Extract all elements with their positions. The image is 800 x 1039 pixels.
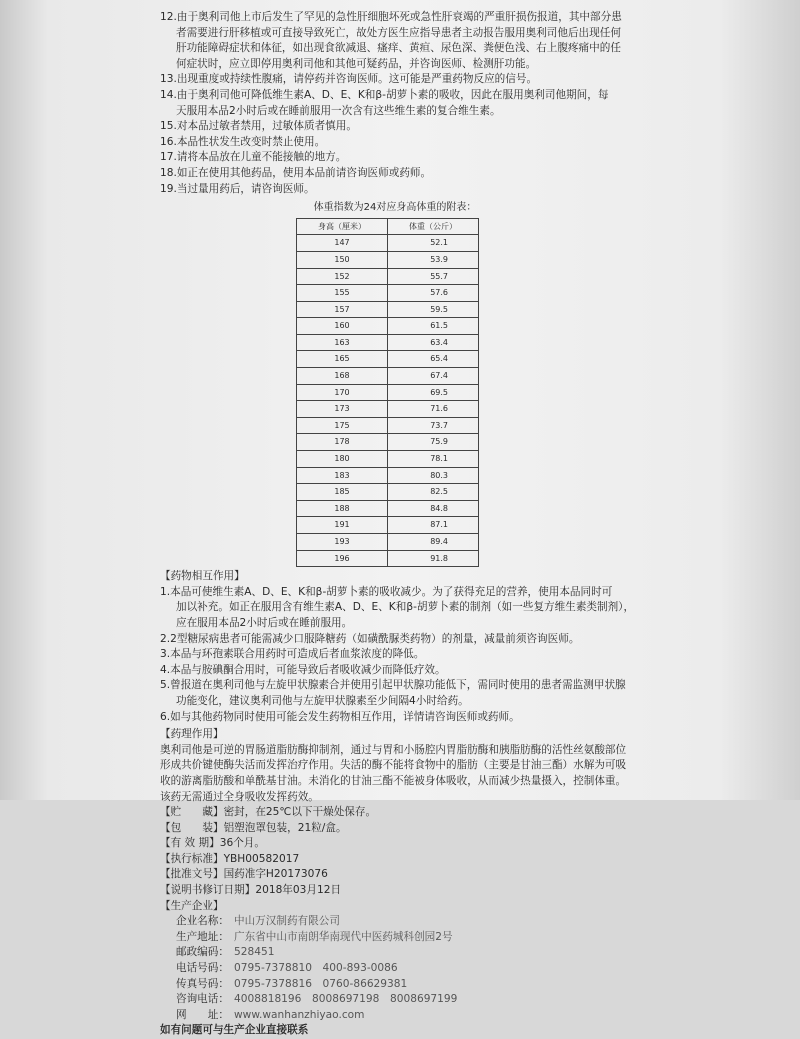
company-row	[176, 930, 630, 946]
table-row	[297, 318, 479, 335]
table-title: 体重指数为24对应身高体重的附表：	[313, 202, 477, 214]
interactions-heading: 【药物相互作用】	[160, 570, 245, 583]
weight-cell: 57.6	[388, 285, 479, 302]
pharmacology-line: 收的游离脂肪酸和单酰基甘油。未消化的甘油三酯不能被身体吸收，从而减少热量摄入，控制体重。	[160, 774, 627, 787]
weight-cell: 65.4	[388, 351, 479, 368]
info-value: 密封，在25℃以下干燥处保存。	[223, 806, 377, 819]
company-info	[160, 914, 630, 1023]
info-row	[160, 899, 630, 915]
height-cell: 170	[297, 384, 388, 401]
table-row	[297, 467, 479, 484]
height-cell: 163	[297, 334, 388, 351]
info-label: 【批准文号】	[160, 868, 224, 881]
info-row	[160, 867, 630, 883]
table-row	[297, 434, 479, 451]
weight-cell: 87.1	[388, 517, 479, 534]
caution-line: 肝功能障碍症状和体征，如出现食欲减退、瘙痒、黄疸、尿色深、粪便色浅、右上腹疼痛中的任	[176, 42, 621, 55]
table-row	[297, 384, 479, 401]
interaction-line: 功能变化，建议奥利司他与左旋甲状腺素至少间隔4小时给药。	[176, 694, 469, 707]
height-cell: 183	[297, 467, 388, 484]
leaflet-column	[160, 10, 635, 1039]
weight-cell: 69.5	[388, 384, 479, 401]
weight-cell: 78.1	[388, 451, 479, 468]
caution-line: 14.由于奥利司他可降低维生素A、D、E、K和β-胡萝卜素的吸收，因此在服用奥利司他期间，每	[160, 88, 609, 101]
info-value: 36个月。	[219, 837, 265, 850]
company-row	[176, 961, 630, 977]
height-cell: 175	[297, 417, 388, 434]
table-row	[297, 417, 479, 434]
info-value: 国药准字H20173076	[223, 868, 328, 881]
weight-cell: 80.3	[388, 467, 479, 484]
weight-cell: 52.1	[388, 235, 479, 252]
weight-header: 体重（公斤）	[388, 218, 479, 235]
interaction-line: 加以补充。如正在服用含有维生素A、D、E、K和β-胡萝卜素的制剂（如一些复方维生素类制剂），	[176, 601, 635, 614]
weight-cell: 73.7	[388, 417, 479, 434]
company-value: 0795-7378810 400-893-0086	[234, 962, 398, 975]
weight-cell: 61.5	[388, 318, 479, 335]
caution-line: 17.请将本品放在儿童不能接触的地方。	[160, 151, 347, 164]
table-row	[297, 500, 479, 517]
interaction-line: 3.本品与环孢素联合用药时可造成后者血浆浓度的降低。	[160, 648, 425, 661]
table-row	[297, 251, 479, 268]
weight-cell: 71.6	[388, 401, 479, 418]
interactions-section	[160, 569, 635, 725]
weight-cell: 75.9	[388, 434, 479, 451]
pharmacology-line: 奥利司他是可逆的胃肠道脂肪酶抑制剂，通过与胃和小肠腔内胃脂肪酶和胰脂肪酶的活性丝氨酸部位	[160, 743, 627, 756]
interaction-line: 应在服用本品2小时后或在睡前服用。	[176, 616, 353, 629]
company-row	[176, 914, 630, 930]
interaction-line: 6.如与其他药物同时使用可能会发生药物相互作用，详情请咨询医师或药师。	[160, 710, 520, 723]
company-value: 0795-7378816 0760-86629381	[234, 977, 408, 990]
height-cell: 168	[297, 368, 388, 385]
height-cell: 150	[297, 251, 388, 268]
interaction-line: 1.本品可使维生素A、D、E、K和β-胡萝卜素的吸收减少。为了获得充足的营养，使用本品同时可	[160, 585, 613, 598]
company-row	[176, 1008, 630, 1024]
caution-line: 12.由于奥利司他上市后发生了罕见的急性肝细胞坏死或急性肝衰竭的严重肝损伤报道，其中部分患	[160, 11, 622, 23]
interaction-line: 5.曾报道在奥利司他与左旋甲状腺素合并使用引起甲状腺功能低下，需同时使用的患者需监测甲状腺	[160, 679, 626, 692]
weight-cell: 55.7	[388, 268, 479, 285]
pharmacology-section	[160, 727, 630, 805]
caution-line: 13.出现重度或持续性腹痛，请停药并咨询医师。这可能是严重药物反应的信号。	[160, 73, 538, 86]
interaction-line: 4.本品与胺碘酮合用时，可能导致后者吸收减少而降低疗效。	[160, 663, 446, 676]
company-key: 传真号码：	[176, 977, 229, 990]
table-row	[297, 285, 479, 302]
info-label: 【说明书修订日期】	[160, 884, 256, 897]
weight-cell: 67.4	[388, 368, 479, 385]
table-row	[297, 401, 479, 418]
height-cell: 165	[297, 351, 388, 368]
info-label: 【有 效 期】	[160, 837, 220, 850]
company-row	[176, 992, 630, 1008]
height-cell: 180	[297, 451, 388, 468]
weight-cell: 82.5	[388, 484, 479, 501]
weight-cell: 91.8	[388, 550, 479, 567]
caution-line: 18.如正在使用其他药品，使用本品前请咨询医师或药师。	[160, 166, 432, 179]
table-row	[297, 268, 479, 285]
caution-line: 何症状时，应立即停用奥利司他和其他可疑药品，并咨询医师、检测肝功能。	[176, 57, 537, 70]
height-cell: 155	[297, 285, 388, 302]
info-row	[160, 836, 630, 852]
company-value: 广东省中山市南朗华南现代中医药城科创园2号	[234, 930, 453, 943]
company-value: 528451	[234, 946, 275, 959]
height-cell: 173	[297, 401, 388, 418]
height-cell: 193	[297, 534, 388, 551]
table-row	[297, 534, 479, 551]
pharmacology-line: 形成共价键使酶失活而发挥治疗作用。失活的酶不能将食物中的脂肪（主要是甘油三酯）水解为可吸	[160, 759, 627, 772]
weight-cell: 53.9	[388, 251, 479, 268]
company-key: 网 址：	[176, 1008, 229, 1021]
company-key: 电话号码：	[176, 962, 229, 975]
height-cell: 160	[297, 318, 388, 335]
info-label: 【贮 藏】	[160, 806, 224, 819]
height-cell: 185	[297, 484, 388, 501]
info-row	[160, 821, 630, 837]
table-row	[297, 235, 479, 252]
info-row	[160, 805, 630, 821]
weight-cell: 63.4	[388, 334, 479, 351]
pharmacology-heading: 【药理作用】	[160, 728, 224, 741]
interaction-line: 2.2型糖尿病患者可能需减少口服降糖药（如磺酰脲类药物）的剂量，减量前须咨询医师。	[160, 632, 580, 645]
table-row	[297, 517, 479, 534]
weight-cell: 84.8	[388, 500, 479, 517]
table-row	[297, 550, 479, 567]
info-value: 2018年03月12日	[255, 884, 342, 897]
table-row	[297, 334, 479, 351]
caution-line: 16.本品性状发生改变时禁止使用。	[160, 135, 326, 148]
height-cell: 147	[297, 235, 388, 252]
company-key: 生产地址：	[176, 930, 229, 943]
table-row	[297, 301, 479, 318]
table-row	[297, 484, 479, 501]
table-row	[297, 368, 479, 385]
company-row	[176, 945, 630, 961]
info-label: 【执行标准】	[160, 852, 224, 865]
caution-line: 天服用本品2小时后或在睡前服用一次含有这些维生素的复合维生素。	[176, 104, 501, 117]
caution-line: 19.当过量用药后，请咨询医师。	[160, 182, 315, 195]
company-value: www.wanhanzhiyao.com	[234, 1008, 365, 1021]
weight-cell: 59.5	[388, 301, 479, 318]
info-label: 【生产企业】	[160, 899, 224, 912]
info-value: YBH00582017	[223, 852, 300, 865]
pharmacology-line: 该药无需通过全身吸收发挥药效。	[160, 790, 319, 803]
company-value: 中山万汉制药有限公司	[234, 915, 340, 928]
height-cell: 188	[297, 500, 388, 517]
caution-section	[160, 10, 630, 197]
caution-line: 15.对本品过敏者禁用，过敏体质者慎用。	[160, 120, 357, 133]
info-label: 【包 装】	[160, 821, 224, 834]
table-row	[297, 351, 479, 368]
company-key: 咨询电话：	[176, 993, 229, 1006]
company-key: 邮政编码：	[176, 946, 229, 959]
caution-line: 者需要进行肝移植或可直接导致死亡，故处方医生应指导患者主动报告服用奥利司他后出现任何	[176, 26, 621, 39]
height-cell: 196	[297, 550, 388, 567]
table-row	[297, 451, 479, 468]
height-weight-table	[296, 218, 479, 567]
info-value: 铝塑泡罩包装，21粒/盒。	[223, 821, 347, 834]
company-key: 企业名称：	[176, 915, 229, 928]
footer-note: 如有问题可与生产企业直接联系	[160, 1024, 309, 1037]
height-cell: 157	[297, 301, 388, 318]
height-cell: 191	[297, 517, 388, 534]
height-header: 身高（厘米）	[297, 218, 388, 235]
height-cell: 178	[297, 434, 388, 451]
info-row	[160, 883, 630, 899]
height-cell: 152	[297, 268, 388, 285]
info-row	[160, 852, 630, 868]
company-value: 4008818196 8008697198 8008697199	[234, 993, 458, 1006]
weight-cell: 89.4	[388, 534, 479, 551]
company-row	[176, 977, 630, 993]
info-rows	[160, 805, 630, 914]
